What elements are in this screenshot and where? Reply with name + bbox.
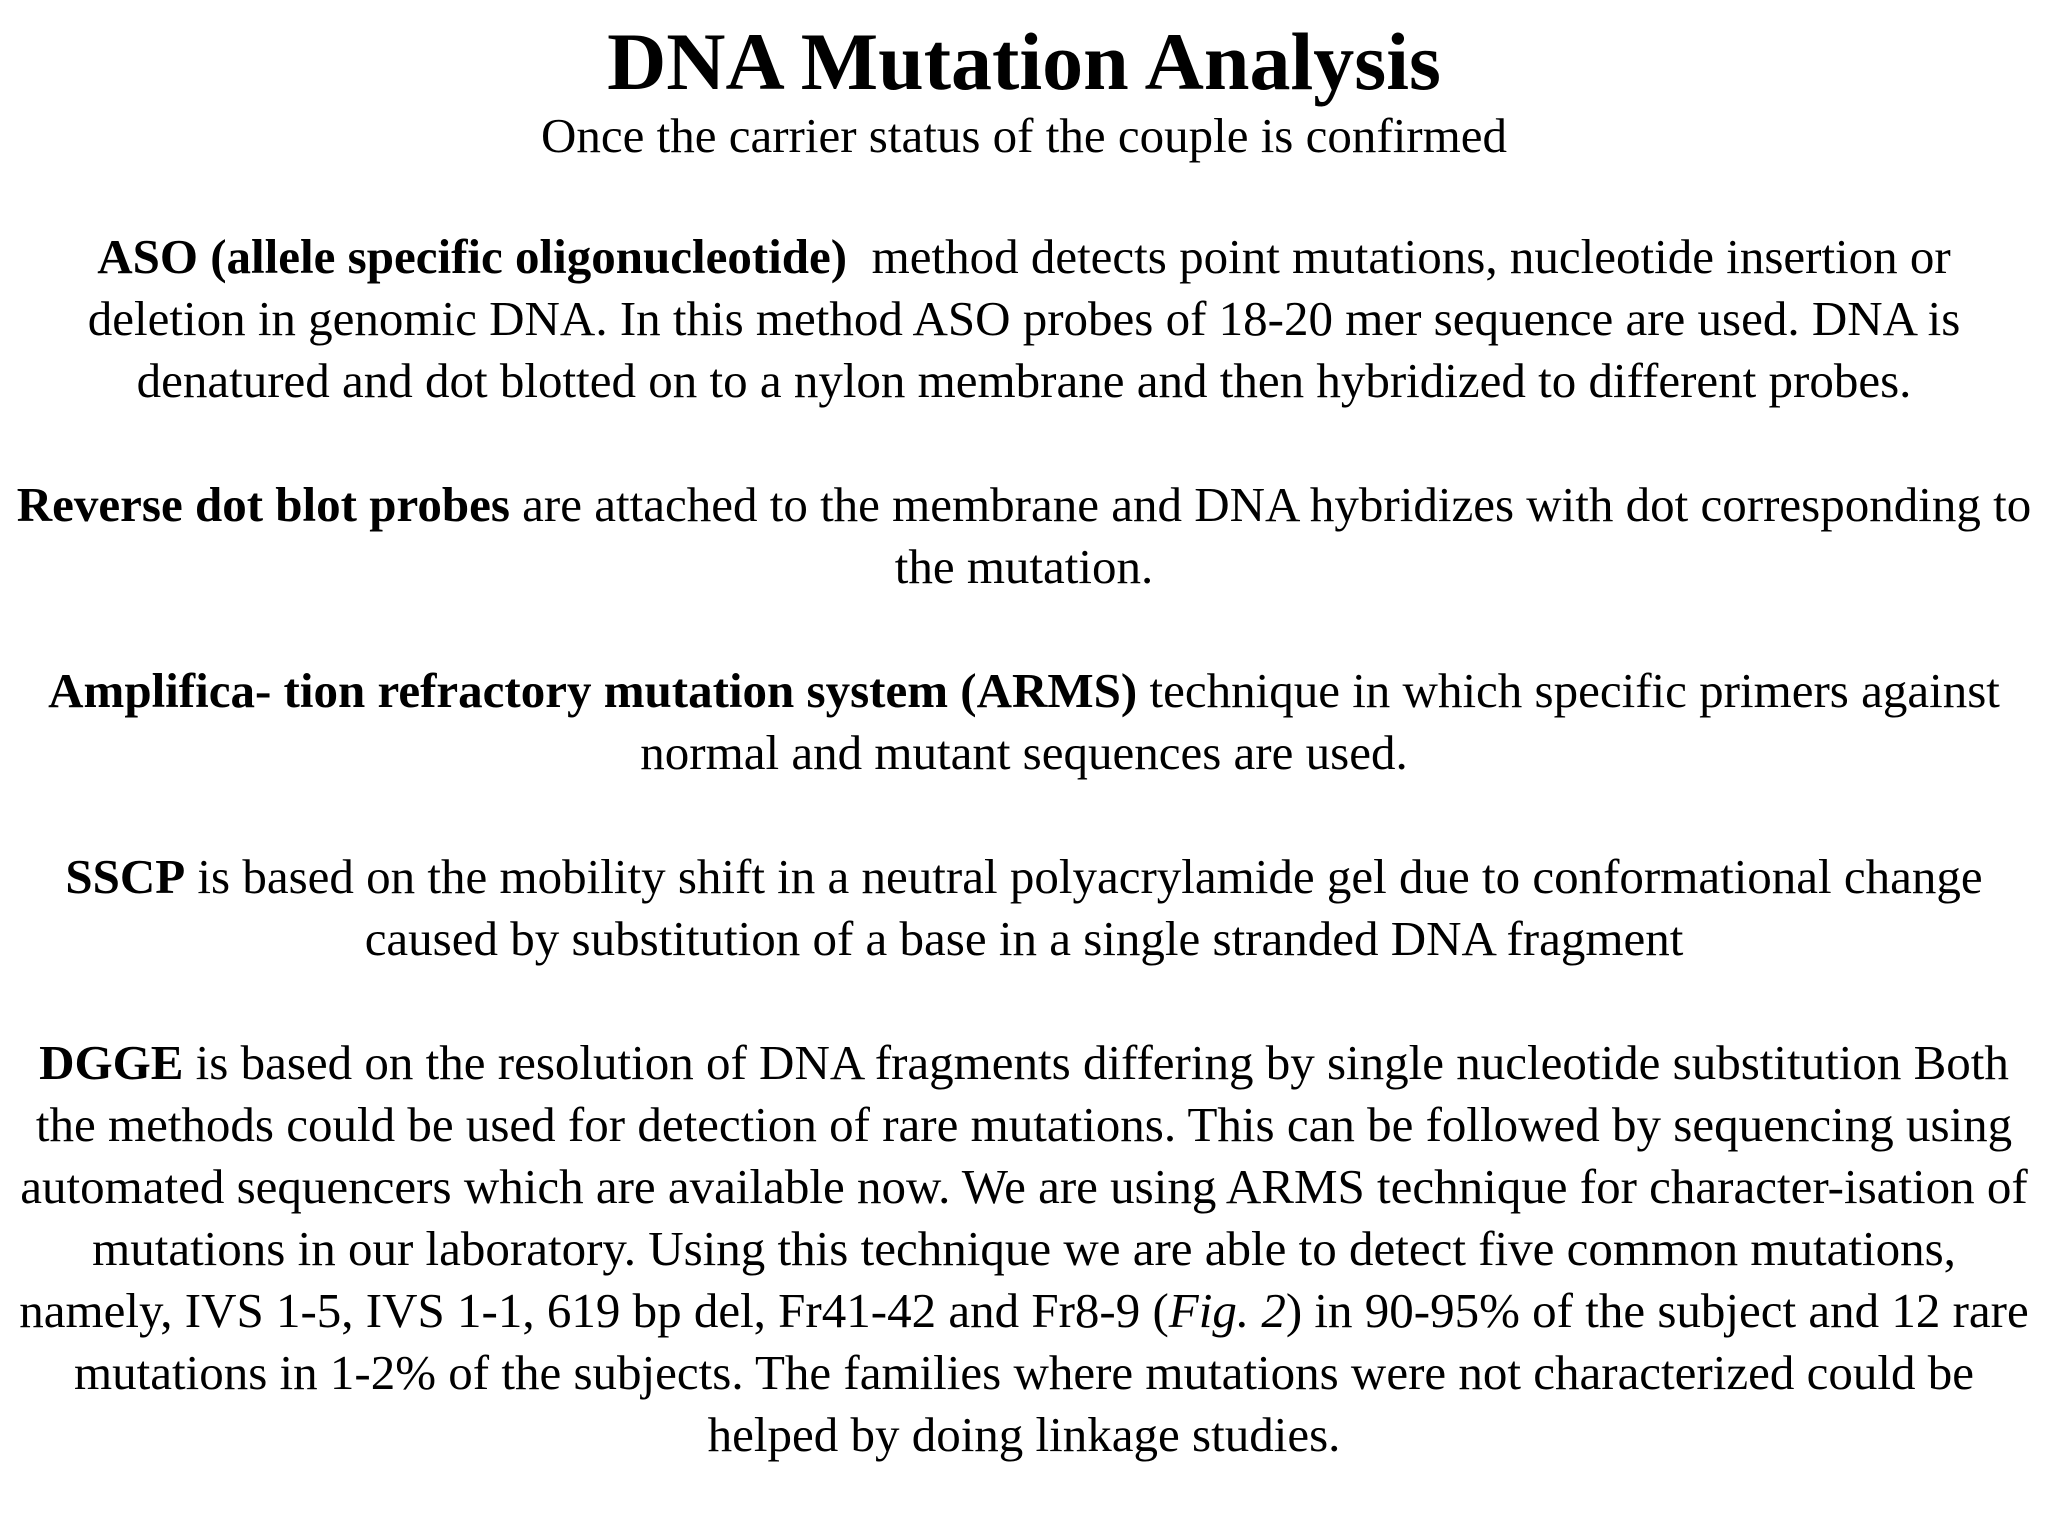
paragraph-reverse-dot-blot: [14, 474, 2034, 598]
text-sscp: is based on the mobility shift in a neutral polyacrylamide gel due to conformational change caused by substitution of a base in a single stranded DNA fragment: [185, 849, 1983, 966]
paragraph-dgge: [14, 1032, 2034, 1466]
term-sscp: SSCP: [65, 849, 186, 904]
page-title: DNA Mutation Analysis: [607, 16, 1441, 107]
text-aso: method detects point mutations, nucleotide insertion or deletion in genomic DNA. In this method ASO probes of 18-20 mer sequence are used. DNA is denatured and dot blotted on to a nylon membrane and then hybridized to different probes.: [87, 229, 1973, 408]
text-dgge-after-fig: ) in 90-95% of the subject and 12 rare mutations in 1-2% of the subjects. The families where mutations were not characterized could be helped by doing linkage studies.: [74, 1283, 2029, 1462]
text-arms: technique in which specific primers against normal and mutant sequences are used.: [640, 663, 2000, 780]
text-reverse-dot-blot: are attached to the membrane and DNA hybridizes with dot corresponding to the mutation.: [509, 477, 2032, 594]
figure-reference: Fig. 2: [1168, 1283, 1286, 1338]
paragraph-arms: [14, 660, 2034, 784]
paragraph-aso: [14, 226, 2034, 412]
term-dgge: DGGE: [39, 1035, 184, 1090]
term-reverse-dot-blot: Reverse dot blot probes: [16, 477, 510, 532]
page-subtitle: Once the carrier status of the couple is confirmed: [540, 108, 1507, 163]
term-arms: Amplifica- tion refractory mutation system (ARMS): [48, 663, 1138, 718]
paragraph-sscp: [14, 846, 2034, 970]
term-aso: ASO (allele specific oligonucleotide): [97, 229, 848, 284]
text-dgge-before-fig: is based on the resolution of DNA fragments differing by single nucleotide substitution Both the methods could be used for detection of rare mutations. This can be followed by sequencing using automated sequencers which are available now. We are using ARMS technique for character-isation of mutations in our laboratory. Using this technique we are able to detect five common mutations, namely, IVS 1-5, IVS 1-1, 619 bp del, Fr41-42 and Fr8-9 (: [19, 1035, 2028, 1338]
